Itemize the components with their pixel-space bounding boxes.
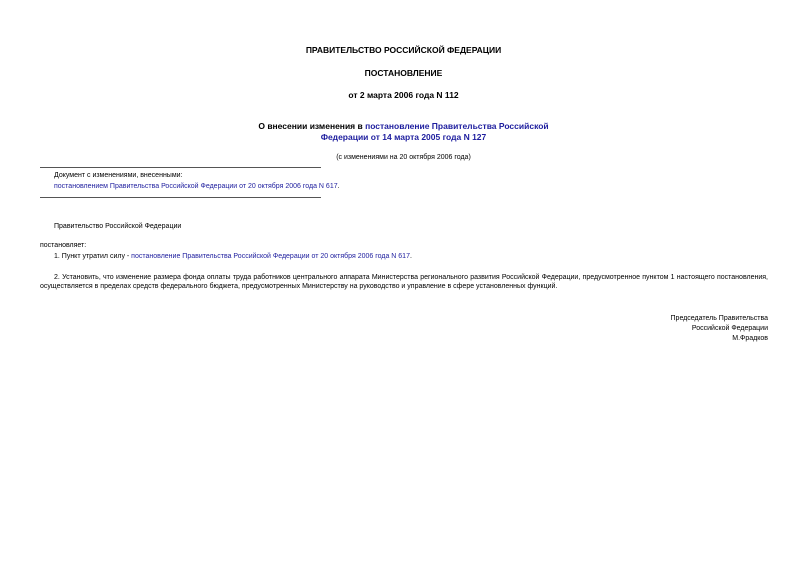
changes-link-line [54,182,340,191]
item1-suffix: . [409,253,412,260]
issuer-text: Правительство Российской Федерации [54,223,182,230]
decides-text: постановляет: [40,242,87,249]
item1-link[interactable]: постановление Правительства Российской Федерации от 20 октября 2006 года N 617 [131,253,410,260]
document-type: ПОСТАНОВЛЕНИЕ [364,68,443,78]
title-link-line2[interactable]: Федерации от 14 марта 2005 года N 127 [320,132,487,143]
signature-name: М.Фрадков [732,335,768,342]
date-and-number: от 2 марта 2006 года N 112 [348,90,459,100]
document-title [0,121,807,144]
changes-bottom-rule [40,197,321,198]
item-1 [54,252,412,261]
title-link-line1[interactable]: постановление Правительства Российской [365,121,549,131]
title-prefix: О внесении изменения в [258,121,366,131]
item-2: 2. Установить, что изменение размера фонда оплаты труда работников центрального аппарата Министерства регионального развития Российской Федерации, предусмотренное пунктом 1 настоящего постановления, осуществляется в пределах средств федерального бюджета, предусмотренных Министерству на руководство и управление в сфере установленных функций. [40,274,768,291]
revision-note: (с изменениями на 20 октября 2006 года) [336,154,471,161]
government-heading: ПРАВИТЕЛЬСТВО РОССИЙСКОЙ ФЕДЕРАЦИИ [305,45,502,55]
changes-link-suffix: . [337,183,340,190]
changes-intro: Документ с изменениями, внесенными: [54,172,183,179]
item1-prefix: 1. Пункт утратил силу - [54,253,132,260]
changes-top-rule [40,167,321,168]
signature-title-line1: Председатель Правительства [670,315,768,322]
changes-link[interactable]: постановлением Правительства Российской Федерации от 20 октября 2006 года N 617 [54,183,338,190]
signature-title-line2: Российской Федерации [691,325,768,332]
